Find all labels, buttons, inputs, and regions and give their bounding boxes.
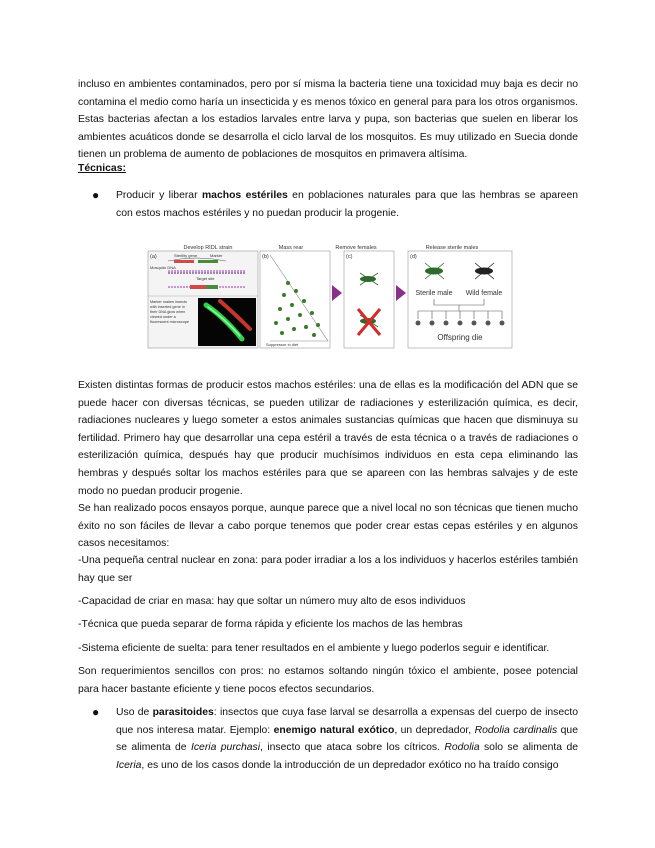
svg-text:Marker makes insects w: Marker makes insects with inserted gene in their DNA glow when viewed under a fluorescent microscope bbox=[150, 300, 190, 324]
paragraph-requerimientos-pros: Son requerimientos sencillos con pros: no estamos soltando ningún tóxico el ambiente, posee potencial para hacer bastante eficiente y tiene pocos efectos secundarios. bbox=[78, 666, 578, 695]
figure-title-mass-rear: Mass rear bbox=[278, 245, 304, 251]
paragraph-ensayos: Se han realizado pocos ensayos porque, aunque parece que a nivel local no son técnicas que tienen mucho éxito no son fáciles de llevar a cabo porque tenemos que poder crear estas cepas estériles y en algunos casos necesitamos: bbox=[78, 503, 578, 550]
panel-b-label: (b) bbox=[262, 254, 269, 260]
paragraph-formas-producir: Existen distintas formas de producir estos machos estériles: una de ellas es la modificación del ADN que se puede hacer con diversas técnicas, se pueden utilizar de radiaciones y esterilización química, es decir, radiaciones nucleares y luego someter a estos animales sustancias químicas que hacen que disminuya su fertilidad. Primero hay que desarrollar una cepa estéril a través de esta técnica o a través de radiaciones o esterilización química, después hay que producir muchísimos individuos en esta cepa eliminando las hembras y después soltar los machos estériles para que se apareen con las hembras salvajes y de este modo no puedan producir progenie. bbox=[78, 380, 578, 497]
marker-caption bbox=[150, 300, 189, 324]
panel-a-label: (a) bbox=[150, 254, 157, 260]
bullet-dot: ● bbox=[92, 188, 100, 202]
figure-title-develop: Develop RIDL strain bbox=[183, 245, 233, 251]
requirement-central-nuclear: -Una pequeña central nuclear en zona: para poder irradiar a los a los individuos y hacerlos estériles también hay que ser bbox=[78, 555, 578, 584]
requirement-sistema-suelta: -Sistema eficiente de suelta: para tener resultados en el ambiente y luego poderlos seguir e identificar. bbox=[78, 643, 550, 654]
panel-d-label: (d) bbox=[410, 254, 417, 260]
panel-c-frame bbox=[344, 251, 394, 348]
panel-b-frame bbox=[260, 251, 330, 348]
mosquito-dna-label: Mosquito DNA bbox=[150, 265, 176, 270]
requirement-separar-machos: -Técnica que pueda separar de forma rápida y eficiente los machos de las hembras bbox=[78, 619, 463, 630]
bullet-dot: ● bbox=[92, 705, 100, 719]
sterile-male-label: Sterile male bbox=[415, 290, 453, 297]
suppressor-label: Suppressor in diet bbox=[266, 342, 299, 347]
offspring-die-label: Offspring die bbox=[437, 333, 483, 342]
bullet-parasitoides: Uso de parasitoides: insectos que cuya fase larval se desarrolla a expensas del cuerpo de insecto que nos interesa matar. Ejemplo: enemigo natural exótico, un depredador, Rodolia cardinalis que se alimenta de Iceria purchasi, insecto que ataca sobre los cítricos. Rodolia solo se alimenta de Iceria, es uno de los casos donde la introducción de un depredador exótico no ha traído consigo bbox=[116, 707, 579, 771]
requirement-criar-en-masa: -Capacidad de criar en masa: hay que soltar un número muy alto de esos individuos bbox=[78, 596, 466, 607]
wild-female-label: Wild female bbox=[465, 290, 503, 297]
target-site-label: Target site bbox=[196, 276, 215, 281]
bullet-machos-esteriles: Producir y liberar machos estériles en poblaciones naturales para que las hembras se apareen con estos machos estériles y no puedan producir la progenie. bbox=[116, 190, 579, 219]
ridl-technique-figure bbox=[146, 243, 514, 349]
panel-c-label: (c) bbox=[346, 254, 353, 260]
sterility-gene-label: Sterility gene bbox=[174, 253, 198, 258]
section-heading-tecnicas: Técnicas: bbox=[78, 163, 126, 174]
paragraph-bacteria: incluso en ambientes contaminados, pero por sí misma la bacteria tiene una toxicidad muy baja es decir no contamina el medio como haría un insecticida y es menos tóxico en general para para los otros organismos. Estas bacterias afectan a los estadios larvales entre larva y pupa, son bacterias que suelen en liberar los ambientes acuáticos donde se desarrolla el ciclo larval de los mosquitos. Es muy utilizado en Suecia donde tienen un problema de aumento de poblaciones de mosquitos en primavera altísima. bbox=[78, 79, 578, 161]
figure-title-remove: Remove females bbox=[335, 245, 377, 251]
marker-label: Marker bbox=[210, 253, 223, 258]
figure-title-release: Release sterile males bbox=[425, 245, 479, 251]
